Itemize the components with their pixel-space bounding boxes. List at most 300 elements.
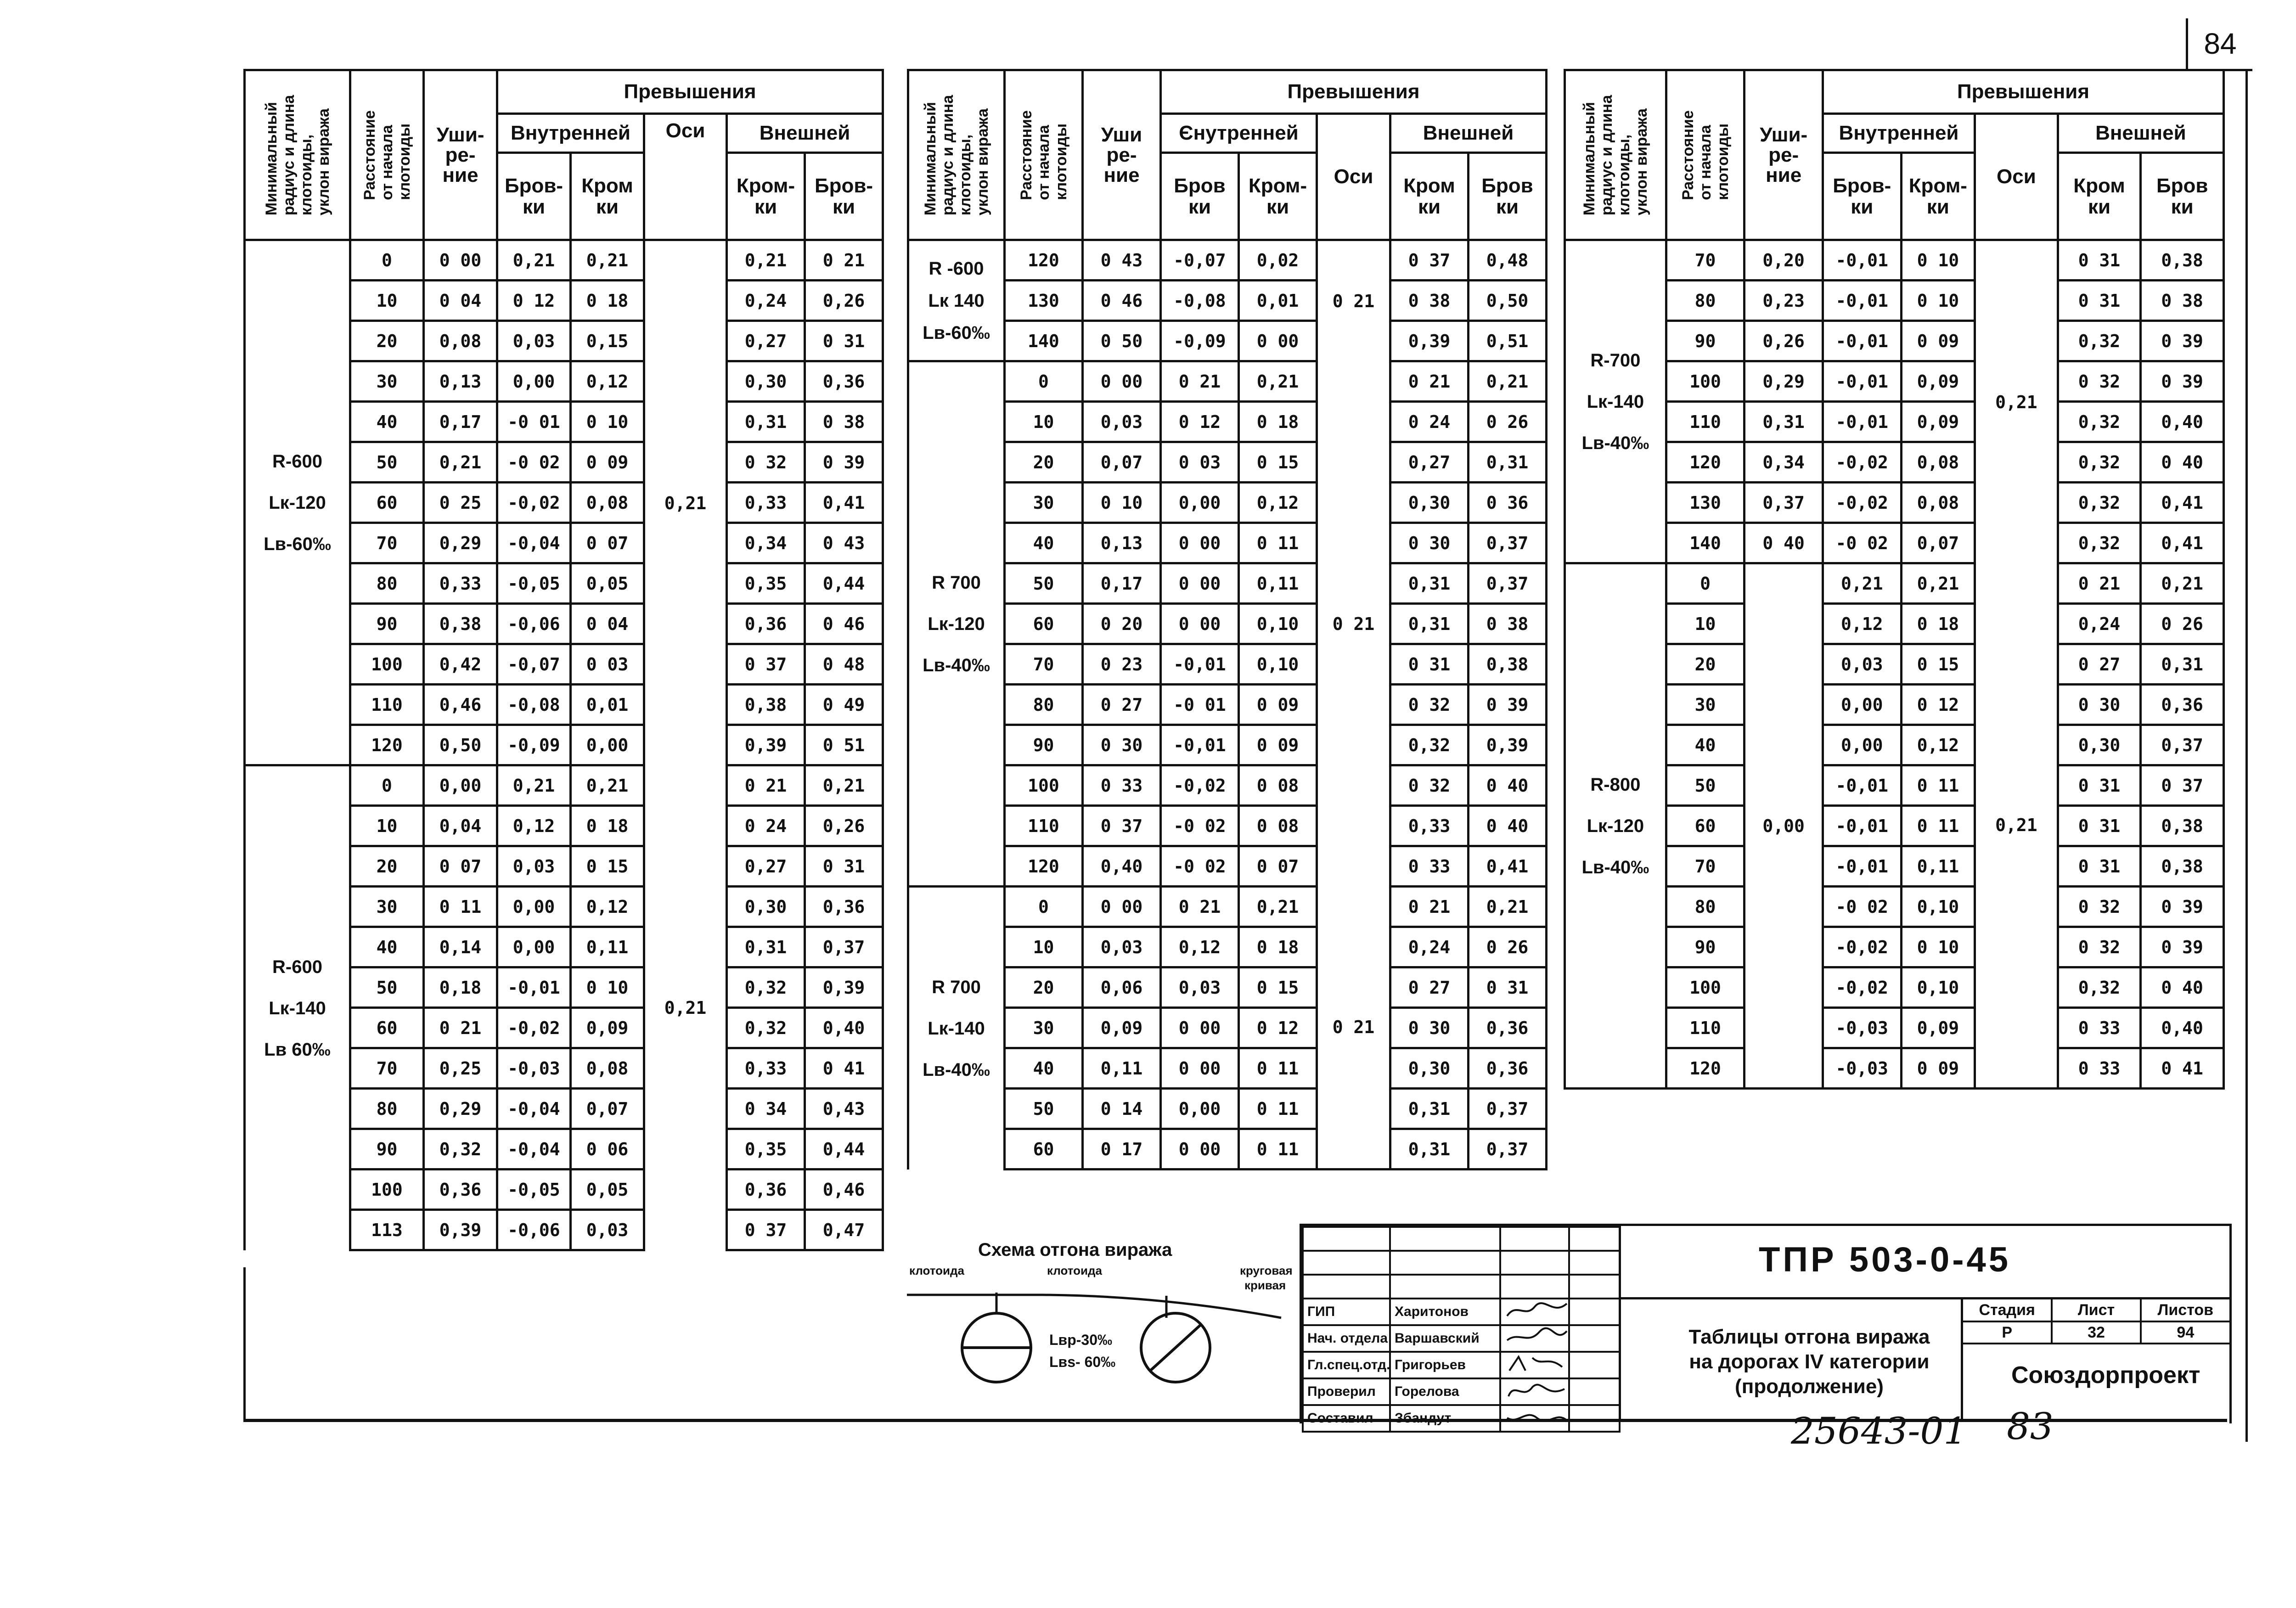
table-cell: 0,12 bbox=[497, 806, 571, 846]
group-param-label: R 700 bbox=[932, 977, 981, 997]
header-axis: Оси bbox=[644, 114, 727, 240]
table-cell: 0,31 bbox=[1390, 1129, 1469, 1169]
table-cell: 0,04 bbox=[424, 806, 497, 846]
header-vertical-text: Минимальный радиус и длина клотоиды, уклон виража bbox=[262, 95, 332, 215]
table-cell: 0,00 bbox=[497, 927, 571, 967]
signature-image bbox=[1500, 1299, 1569, 1325]
table-cell: 0 10 bbox=[571, 402, 644, 442]
table-cell: 10 bbox=[350, 806, 424, 846]
table-cell: 32 bbox=[2052, 1321, 2140, 1344]
table-cell: 0 38 bbox=[1390, 281, 1469, 321]
scheme-label-curve-2: кривая bbox=[1244, 1278, 1286, 1292]
table-cell: 0 31 bbox=[2058, 846, 2141, 887]
table-cell: -0,05 bbox=[497, 1169, 571, 1210]
table-cell: 0 40 bbox=[1469, 765, 1547, 806]
table-cell: 0,32 bbox=[727, 967, 805, 1008]
table-cell: 10 bbox=[1005, 927, 1083, 967]
table-cell: 0 18 bbox=[1239, 927, 1317, 967]
table-cell: 0,33 bbox=[727, 483, 805, 523]
group-param-label: Lв 60‰ bbox=[264, 1039, 331, 1060]
table-cell: 100 bbox=[1005, 765, 1083, 806]
table-cell: 0 37 bbox=[727, 644, 805, 685]
header-radius bbox=[908, 70, 1005, 240]
table-cell: -0,05 bbox=[497, 563, 571, 604]
table-cell: -0,02 bbox=[1823, 442, 1901, 483]
table-cell: 0 21 bbox=[1390, 887, 1469, 927]
table-cell: 30 bbox=[350, 887, 424, 927]
table-row bbox=[245, 765, 883, 806]
table-cell: 100 bbox=[350, 1169, 424, 1210]
table-cell: Проверил bbox=[1303, 1378, 1390, 1405]
table-cell: 0 40 bbox=[1469, 806, 1547, 846]
table-cell: 0,06 bbox=[1083, 967, 1161, 1008]
table-cell: 100 bbox=[1666, 361, 1745, 402]
group-param-label: Lк 140 bbox=[928, 290, 985, 311]
table-cell: 0,10 bbox=[1239, 644, 1317, 685]
table-cell: 0,03 bbox=[497, 321, 571, 361]
table-row bbox=[1565, 240, 2224, 281]
table-cell: 0 21 bbox=[727, 765, 805, 806]
table-cell: 0,08 bbox=[1901, 442, 1975, 483]
header-radius bbox=[1565, 70, 1666, 240]
table-cell: 0 33 bbox=[2058, 1048, 2141, 1089]
table-cell: 0,29 bbox=[424, 523, 497, 563]
table-cell: 0,38 bbox=[1469, 644, 1547, 685]
table-cell: 0,36 bbox=[727, 604, 805, 644]
table-cell: 0,30 bbox=[1390, 483, 1469, 523]
table-cell: 120 bbox=[350, 725, 424, 765]
header-widening: Уши ре- ние bbox=[1083, 70, 1161, 240]
table-cell: -0,02 bbox=[497, 483, 571, 523]
table-2-group-3 bbox=[908, 887, 1547, 1169]
table-cell: 0,39 bbox=[727, 725, 805, 765]
header-outer-kromki: Кром- ки bbox=[727, 153, 805, 240]
table-cell: 0 26 bbox=[1469, 402, 1547, 442]
table-cell: 120 bbox=[1005, 240, 1083, 281]
scheme-label-curve-1: круговая bbox=[1240, 1264, 1293, 1277]
table-cell: 0 40 bbox=[2141, 442, 2224, 483]
table-cell: 0,07 bbox=[1901, 523, 1975, 563]
table-cell: 0,30 bbox=[727, 887, 805, 927]
table-cell: 0,12 bbox=[1901, 725, 1975, 765]
table-cell: -0,03 bbox=[1823, 1048, 1901, 1089]
table-cell: 0,07 bbox=[571, 1089, 644, 1129]
table-cell: 0,24 bbox=[2058, 604, 2141, 644]
header-widening: Уши- ре- ние bbox=[424, 70, 497, 240]
table-cell: 0,11 bbox=[1239, 563, 1317, 604]
table-cell: 0,08 bbox=[571, 1048, 644, 1089]
table-cell: 0,31 bbox=[1390, 604, 1469, 644]
table-cell: 0 38 bbox=[2141, 281, 2224, 321]
table-cell: 0 30 bbox=[1083, 725, 1161, 765]
table-cell: 60 bbox=[1005, 1129, 1083, 1169]
table-cell: 0,40 bbox=[2141, 1008, 2224, 1048]
table-cell: 0 00 bbox=[1083, 361, 1161, 402]
table-cell: 0,03 bbox=[1823, 644, 1901, 685]
table-cell: 50 bbox=[1005, 1089, 1083, 1129]
header-distance bbox=[1666, 70, 1745, 240]
scheme-label-klotoida-1: клотоида bbox=[909, 1264, 964, 1277]
table-cell: 0 00 bbox=[1161, 523, 1239, 563]
page-number-box bbox=[2186, 18, 2252, 71]
table-cell bbox=[1569, 1227, 1620, 1251]
table-cell: -0,02 bbox=[1823, 927, 1901, 967]
table-cell: 0 17 bbox=[1083, 1129, 1161, 1169]
table-cell: 0,26 bbox=[1745, 321, 1823, 361]
table-cell: 0 43 bbox=[1083, 240, 1161, 281]
table-cell: -0,01 bbox=[1823, 846, 1901, 887]
table-cell: 0 31 bbox=[805, 321, 883, 361]
table-cell: 0 21 bbox=[1161, 887, 1239, 927]
header-inner-brovki: Бров ки bbox=[1161, 153, 1239, 240]
table-cell: 0,37 bbox=[2141, 725, 2224, 765]
table-cell: -0,06 bbox=[497, 1210, 571, 1250]
table-cell: 0 11 bbox=[1239, 1089, 1317, 1129]
table-cell: 0 36 bbox=[1469, 483, 1547, 523]
table-cell: 10 bbox=[1005, 402, 1083, 442]
table-cell: 0 51 bbox=[805, 725, 883, 765]
table-cell: 0,21 bbox=[1239, 887, 1317, 927]
table-cell: 0,00 bbox=[497, 361, 571, 402]
table-cell: -0,02 bbox=[1823, 483, 1901, 523]
table-cell: 0,30 bbox=[727, 361, 805, 402]
table-cell: -0,01 bbox=[1161, 725, 1239, 765]
table-cell: 80 bbox=[1005, 685, 1083, 725]
table-row bbox=[1565, 563, 2224, 604]
header-inner: Внутренней bbox=[497, 114, 644, 153]
table-cell: 120 bbox=[1005, 846, 1083, 887]
table-cell: 0 04 bbox=[424, 281, 497, 321]
table-cell: 0,17 bbox=[1083, 563, 1161, 604]
table-cell: 0,33 bbox=[727, 1048, 805, 1089]
table-cell: 0,36 bbox=[805, 361, 883, 402]
table-cell: 0,08 bbox=[571, 483, 644, 523]
table-cell: -0,03 bbox=[1823, 1008, 1901, 1048]
table-cell: -0,02 bbox=[1161, 765, 1239, 806]
table-cell: -0 02 bbox=[1823, 887, 1901, 927]
table-cell: 0,00 bbox=[1161, 483, 1239, 523]
table-cell: 0 21 bbox=[1161, 361, 1239, 402]
table-cell: -0,07 bbox=[1161, 240, 1239, 281]
table-cell: 0,36 bbox=[2141, 685, 2224, 725]
table-cell: 0 39 bbox=[2141, 361, 2224, 402]
table-cell bbox=[1303, 1251, 1390, 1275]
table-cell: 0 39 bbox=[2141, 887, 2224, 927]
table-cell: 0 32 bbox=[1390, 765, 1469, 806]
table-cell: 0 bbox=[350, 765, 424, 806]
table-cell: 0 34 bbox=[727, 1089, 805, 1129]
table-cell: 0,51 bbox=[1469, 321, 1547, 361]
table-cell: -0,01 bbox=[1823, 361, 1901, 402]
table-cell: 60 bbox=[1666, 806, 1745, 846]
table-cell: 140 bbox=[1666, 523, 1745, 563]
table-cell: -0,06 bbox=[497, 604, 571, 644]
header-vertical-text: Расстояние от начала клотоиды bbox=[1017, 110, 1070, 200]
sheet-info bbox=[1963, 1299, 2229, 1344]
table-cell: 0 30 bbox=[1390, 1008, 1469, 1048]
table-2 bbox=[907, 69, 1548, 1170]
table-cell: 0 00 bbox=[1083, 887, 1161, 927]
table-cell: 0 37 bbox=[1390, 240, 1469, 281]
table-1 bbox=[243, 69, 884, 1251]
table-cell: 0,05 bbox=[571, 563, 644, 604]
table-cell: ГИП bbox=[1303, 1299, 1390, 1325]
table-cell: 0,09 bbox=[1083, 1008, 1161, 1048]
table-3 bbox=[1564, 69, 2225, 1090]
group-param-label: Lк-140 bbox=[269, 998, 326, 1018]
header-outer-kromki: Кром ки bbox=[1390, 153, 1469, 240]
table-cell: 0,32 bbox=[727, 1008, 805, 1048]
table-cell: 0,29 bbox=[1745, 361, 1823, 402]
scheme-label-lvp: Lвр-30‰ bbox=[1049, 1332, 1113, 1348]
table-cell: 0,50 bbox=[1469, 281, 1547, 321]
group-param-label: Lв-60‰ bbox=[923, 322, 990, 343]
table-cell: 0,41 bbox=[2141, 483, 2224, 523]
table-cell: 0,46 bbox=[424, 685, 497, 725]
table-cell: 130 bbox=[1005, 281, 1083, 321]
group-params bbox=[908, 240, 1005, 361]
table-cell: 0,32 bbox=[2058, 402, 2141, 442]
table-cell: 0,00 bbox=[1161, 1089, 1239, 1129]
table-cell: 0,31 bbox=[2141, 644, 2224, 685]
group-param-label: Lк-140 bbox=[928, 1018, 985, 1039]
table-cell: -0,01 bbox=[1823, 765, 1901, 806]
table-cell: 0,32 bbox=[2058, 483, 2141, 523]
table-cell: 0 14 bbox=[1083, 1089, 1161, 1129]
table-cell: 0,12 bbox=[1239, 483, 1317, 523]
table-cell: 0,13 bbox=[424, 361, 497, 402]
table-cell: 0,21 bbox=[1469, 887, 1547, 927]
table-cell: 0 37 bbox=[1083, 806, 1161, 846]
table-cell: 0,21 bbox=[571, 240, 644, 281]
group-param-label: R-700 bbox=[1590, 350, 1641, 371]
table-row bbox=[908, 240, 1547, 281]
scheme-label-klotoida-2: клотоида bbox=[1047, 1264, 1102, 1277]
table-cell: 0,26 bbox=[805, 281, 883, 321]
table-cell: 0,10 bbox=[1901, 887, 1975, 927]
table-cell bbox=[1303, 1227, 1390, 1251]
signature-row bbox=[1303, 1352, 1620, 1378]
table-cell: Листов bbox=[2141, 1299, 2229, 1321]
table-cell: 0,38 bbox=[2141, 846, 2224, 887]
table-cell: 0,03 bbox=[497, 846, 571, 887]
table-cell: 0 12 bbox=[1901, 685, 1975, 725]
header-inner: Єнутренней bbox=[1161, 114, 1317, 153]
table-cell: 0,34 bbox=[1745, 442, 1823, 483]
table-cell: 0,24 bbox=[727, 281, 805, 321]
table-cell: 0 12 bbox=[1239, 1008, 1317, 1048]
table-cell: 40 bbox=[350, 927, 424, 967]
table-cell: 0 07 bbox=[424, 846, 497, 887]
table-cell: 0 39 bbox=[1469, 685, 1547, 725]
table-cell: 0 09 bbox=[1239, 725, 1317, 765]
table-cell: 70 bbox=[350, 1048, 424, 1089]
table-cell: 0,21 bbox=[424, 442, 497, 483]
table-cell: -0,01 bbox=[1823, 240, 1901, 281]
table-cell: 0 08 bbox=[1239, 806, 1317, 846]
scheme bbox=[905, 1231, 1300, 1414]
header-vertical-text: Расстояние от начала клотоиды bbox=[1679, 110, 1732, 200]
signature-row bbox=[1303, 1405, 1620, 1432]
table-cell: 80 bbox=[1666, 281, 1745, 321]
table-cell: 0,38 bbox=[727, 685, 805, 725]
table-cell: 0,21 bbox=[727, 240, 805, 281]
table-cell: 50 bbox=[1666, 765, 1745, 806]
table-cell: 0,27 bbox=[1390, 442, 1469, 483]
table-cell: 0,48 bbox=[1469, 240, 1547, 281]
table-cell: 0,38 bbox=[2141, 806, 2224, 846]
signature-image bbox=[1500, 1325, 1569, 1352]
table-cell: 20 bbox=[350, 846, 424, 887]
table-cell: 0,24 bbox=[1390, 927, 1469, 967]
table-cell: 0 06 bbox=[571, 1129, 644, 1169]
table-cell: 0 03 bbox=[571, 644, 644, 685]
signature-row bbox=[1303, 1378, 1620, 1405]
table-cell: 0 18 bbox=[1239, 402, 1317, 442]
table-cell: 80 bbox=[1666, 887, 1745, 927]
table-cell: 0 bbox=[1005, 887, 1083, 927]
table-cell: 0,12 bbox=[1161, 927, 1239, 967]
group-param-label: Lв-40‰ bbox=[1581, 857, 1649, 877]
table-cell: 0 08 bbox=[1239, 765, 1317, 806]
table-cell: 0 04 bbox=[571, 604, 644, 644]
group-param-label: R-600 bbox=[272, 451, 322, 472]
table-cell: 0 39 bbox=[805, 442, 883, 483]
widening-value: 0,00 bbox=[1745, 563, 1823, 1089]
table-cell: 20 bbox=[350, 321, 424, 361]
table-cell: 0,21 bbox=[2141, 563, 2224, 604]
table-cell: 0 39 bbox=[2141, 321, 2224, 361]
header-inner-kromki: Кром ки bbox=[571, 153, 644, 240]
table-cell: 0 10 bbox=[571, 967, 644, 1008]
table-cell: 0,40 bbox=[1083, 846, 1161, 887]
table-cell: 0,09 bbox=[571, 1008, 644, 1048]
table-cell: 0 15 bbox=[571, 846, 644, 887]
table-cell: 0,31 bbox=[1745, 402, 1823, 442]
table-cell: 0 00 bbox=[1161, 604, 1239, 644]
table-cell: 120 bbox=[1666, 1048, 1745, 1089]
axis-value: 0 21 bbox=[1317, 361, 1390, 887]
table-cell: 0,39 bbox=[1390, 321, 1469, 361]
group-param-label: R 700 bbox=[932, 572, 981, 593]
table-cell: 110 bbox=[1005, 806, 1083, 846]
group-params bbox=[245, 240, 350, 765]
table-cell: 50 bbox=[350, 967, 424, 1008]
table-cell: -0,04 bbox=[497, 1129, 571, 1169]
table-cell: -0 01 bbox=[497, 402, 571, 442]
table-cell: 0,37 bbox=[805, 927, 883, 967]
table-cell: 0 00 bbox=[1161, 1129, 1239, 1169]
table-cell: Стадия bbox=[1963, 1299, 2052, 1321]
header-distance bbox=[350, 70, 424, 240]
group-param-label: Lв-40‰ bbox=[1581, 433, 1649, 453]
table-cell: 0 32 bbox=[2058, 887, 2141, 927]
table-cell: 0,12 bbox=[571, 361, 644, 402]
table-cell: 0 31 bbox=[805, 846, 883, 887]
table-cell: 0 43 bbox=[805, 523, 883, 563]
table-cell: 0,37 bbox=[1469, 563, 1547, 604]
table-cell: 50 bbox=[350, 442, 424, 483]
table-cell: 0,40 bbox=[2141, 402, 2224, 442]
table-cell: 0,32 bbox=[1390, 725, 1469, 765]
header-widening: Уши- ре- ние bbox=[1745, 70, 1823, 240]
header-superelevation: Превышения bbox=[1161, 70, 1547, 114]
table-cell: 0,31 bbox=[727, 402, 805, 442]
table-cell: 0,00 bbox=[497, 887, 571, 927]
handwritten-page: 83 bbox=[2007, 1405, 2054, 1448]
table-cell: -0,04 bbox=[497, 1089, 571, 1129]
axis-value: 0,21 bbox=[1975, 563, 2058, 1089]
table-cell bbox=[1500, 1227, 1569, 1251]
table-cell: 0,21 bbox=[571, 765, 644, 806]
table-row bbox=[908, 887, 1547, 927]
table-cell: 50 bbox=[1005, 563, 1083, 604]
header-radius bbox=[245, 70, 350, 240]
table-cell: 60 bbox=[350, 1008, 424, 1048]
group-param-label: Lк-120 bbox=[1587, 815, 1644, 836]
table-cell: 0 21 bbox=[424, 1008, 497, 1048]
table-cell: 0,40 bbox=[805, 1008, 883, 1048]
table-cell: 0 24 bbox=[727, 806, 805, 846]
table-3-group-1 bbox=[1565, 240, 2224, 563]
table-cell: -0,01 bbox=[1823, 806, 1901, 846]
table-cell: 0,09 bbox=[1901, 402, 1975, 442]
table-cell: 0 41 bbox=[2141, 1048, 2224, 1089]
table-cell: -0,04 bbox=[497, 523, 571, 563]
table-cell: 0 21 bbox=[805, 240, 883, 281]
table-cell: 20 bbox=[1005, 442, 1083, 483]
right-frame-line bbox=[2245, 69, 2248, 1442]
table-cell: 0 00 bbox=[424, 240, 497, 281]
table-cell: 0 10 bbox=[1083, 483, 1161, 523]
table-cell: 0,21 bbox=[497, 765, 571, 806]
header-vertical-text: Минимальный радиус и длина клотоиды, уклон виража bbox=[1580, 95, 1650, 215]
document-title: Таблицы отгона виража на дорогах IV категории (продолжение) bbox=[1688, 1326, 1930, 1398]
signature-image bbox=[1500, 1352, 1569, 1378]
table-cell: -0,01 bbox=[497, 967, 571, 1008]
table-cell: 40 bbox=[350, 402, 424, 442]
table-cell: 120 bbox=[1666, 442, 1745, 483]
table-cell: 0 11 bbox=[1239, 1048, 1317, 1089]
group-param-label: Lв-60‰ bbox=[264, 534, 331, 554]
table-cell: 110 bbox=[1666, 1008, 1745, 1048]
table-cell: 0 10 bbox=[1901, 240, 1975, 281]
table-cell: 0 09 bbox=[1239, 685, 1317, 725]
table-cell: 0 03 bbox=[1161, 442, 1239, 483]
table-cell: -0,02 bbox=[1823, 967, 1901, 1008]
group-params bbox=[1565, 563, 1666, 1089]
table-cell bbox=[1569, 1405, 1620, 1432]
header-axis: Оси bbox=[1975, 114, 2058, 240]
table-cell: 0 12 bbox=[497, 281, 571, 321]
table-cell: 0,03 bbox=[1161, 967, 1239, 1008]
scheme-label-lvs: Lвs- 60‰ bbox=[1049, 1354, 1116, 1370]
table-cell: 20 bbox=[1666, 644, 1745, 685]
table-cell: 0 48 bbox=[805, 644, 883, 685]
header-inner-kromki: Кром- ки bbox=[1901, 153, 1975, 240]
table-cell: 0,03 bbox=[571, 1210, 644, 1250]
table-cell: -0,02 bbox=[497, 1008, 571, 1048]
group-params bbox=[908, 887, 1005, 1169]
table-cell: Составил bbox=[1303, 1405, 1390, 1432]
table-cell: 0 18 bbox=[571, 281, 644, 321]
table-cell: 0 32 bbox=[2058, 361, 2141, 402]
table-cell: 0,00 bbox=[424, 765, 497, 806]
scheme-title: Схема отгона виража bbox=[978, 1240, 1172, 1260]
table-cell: 0 31 bbox=[2058, 806, 2141, 846]
table-cell bbox=[1303, 1275, 1390, 1299]
table-cell bbox=[1569, 1352, 1620, 1378]
